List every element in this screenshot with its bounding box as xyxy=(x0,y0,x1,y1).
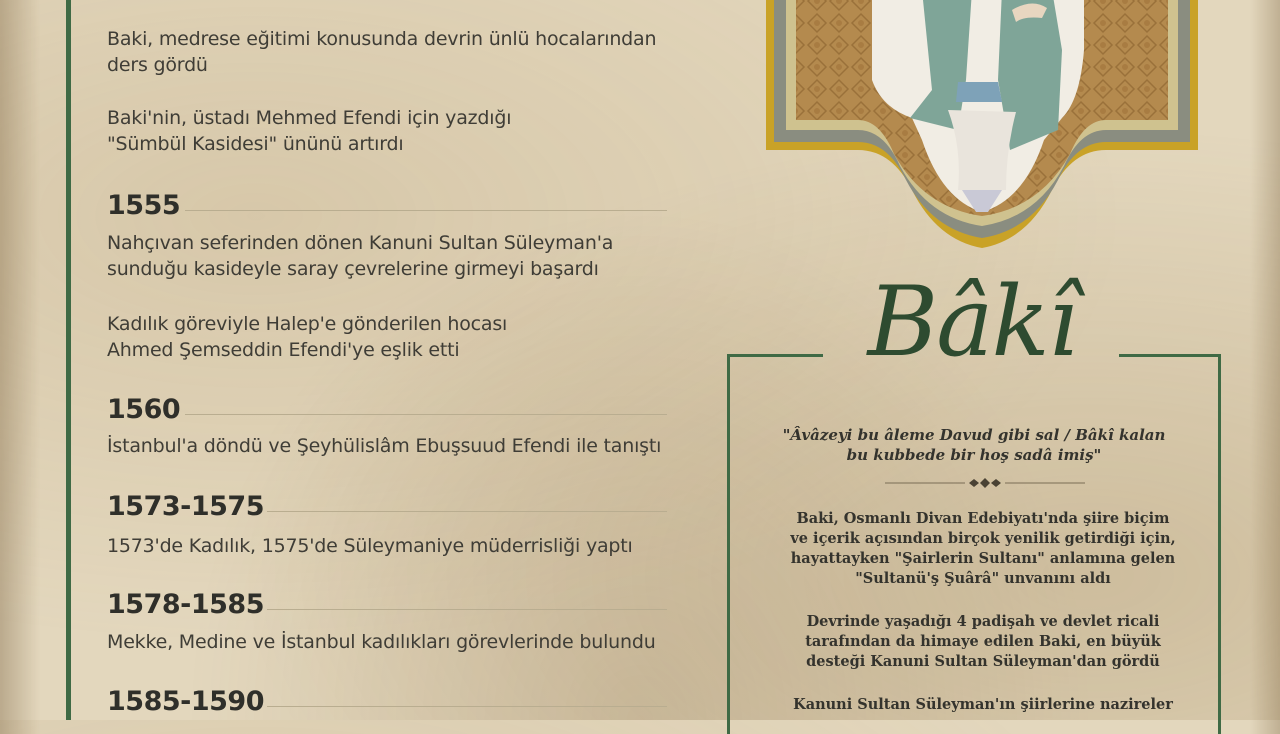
text-line: ders gördü xyxy=(107,54,208,76)
box-border-left xyxy=(727,354,730,734)
timeline-paragraph xyxy=(107,230,613,282)
page-title: Bâkî xyxy=(867,266,1077,378)
box-border-top-left xyxy=(727,354,823,357)
divider xyxy=(185,210,667,211)
year-label: 1560 xyxy=(107,394,181,425)
portrait-frame xyxy=(762,0,1202,250)
text-line: Nahçıvan seferinden dönen Kanuni Sultan Süleyman'a xyxy=(107,232,614,254)
quote-line: bu kubbede bir hoş sadâ imiş" xyxy=(846,446,1102,464)
bio-paragraph xyxy=(778,509,1188,589)
year-label: 1578-1585 xyxy=(107,589,264,620)
timeline-paragraph xyxy=(107,105,511,157)
bio-paragraph xyxy=(778,695,1188,715)
text-line: İstanbul'a döndü ve Şeyhülislâm Ebuşsuud Efendi ile tanıştı xyxy=(107,435,662,457)
divider xyxy=(267,609,667,610)
text-line: ve içerik açısından birçok yenilik getirdiği için, xyxy=(790,530,1176,547)
text-line: Baki'nin, üstadı Mehmed Efendi için yazdığı xyxy=(107,107,512,129)
text-line: hayattayken "Şairlerin Sultanı" anlamına gelen xyxy=(790,550,1176,567)
text-line: Kadılık göreviyle Halep'e gönderilen hocası xyxy=(107,313,508,335)
text-line: 1573'de Kadılık, 1575'de Süleymaniye müderrisliği yaptı xyxy=(107,535,633,557)
text-line: Ahmed Şemseddin Efendi'ye eşlik etti xyxy=(107,339,460,361)
quote-line: "Âvâzeyi bu âleme Davud gibi sal / Bâkî kalan xyxy=(782,426,1166,444)
text-line: Baki, medrese eğitimi konusunda devrin ünlü hocalarından xyxy=(107,28,657,50)
text-line: Kanuni Sultan Süleyman'ın şiirlerine nazireler xyxy=(793,696,1173,713)
quote xyxy=(762,425,1186,465)
year-label: 1585-1590 xyxy=(107,686,264,717)
text-line: desteği Kanuni Sultan Süleyman'dan gördü xyxy=(806,653,1160,670)
divider xyxy=(267,511,667,512)
ornament-divider xyxy=(885,477,1085,489)
timeline-paragraph xyxy=(107,433,661,459)
timeline-vertical-line xyxy=(66,0,71,720)
text-line: tarafından da himaye edilen Baki, en büyük xyxy=(805,633,1161,650)
timeline-paragraph xyxy=(107,26,656,78)
text-line: Devrinde yaşadığı 4 padişah ve devlet ricali xyxy=(806,613,1160,630)
timeline-paragraph xyxy=(107,533,633,559)
box-border-top-right xyxy=(1119,354,1221,357)
year-label: 1573-1575 xyxy=(107,491,264,522)
bio-paragraph xyxy=(778,612,1188,672)
year-label: 1555 xyxy=(107,190,181,221)
timeline-year-heading xyxy=(107,686,667,720)
portrait-illustration xyxy=(762,0,1202,250)
text-line: Baki, Osmanlı Divan Edebiyatı'nda şiire biçim xyxy=(796,510,1170,527)
timeline-paragraph xyxy=(107,311,507,363)
text-line: Mekke, Medine ve İstanbul kadılıkları görevlerinde bulundu xyxy=(107,631,656,653)
timeline-year-heading xyxy=(107,491,667,525)
timeline-paragraph xyxy=(107,629,656,655)
timeline-year-heading xyxy=(107,394,667,428)
divider xyxy=(267,706,667,707)
text-line: "Sümbül Kasidesi" ününü artırdı xyxy=(107,133,404,155)
text-line: "Sultanü'ş Şuârâ" unvanını aldı xyxy=(855,570,1111,587)
text-line: sunduğu kasideyle saray çevrelerine girmeyi başardı xyxy=(107,258,599,280)
timeline-year-heading xyxy=(107,190,667,224)
divider xyxy=(185,414,667,415)
timeline-year-heading xyxy=(107,589,667,623)
box-border-right xyxy=(1218,354,1221,734)
